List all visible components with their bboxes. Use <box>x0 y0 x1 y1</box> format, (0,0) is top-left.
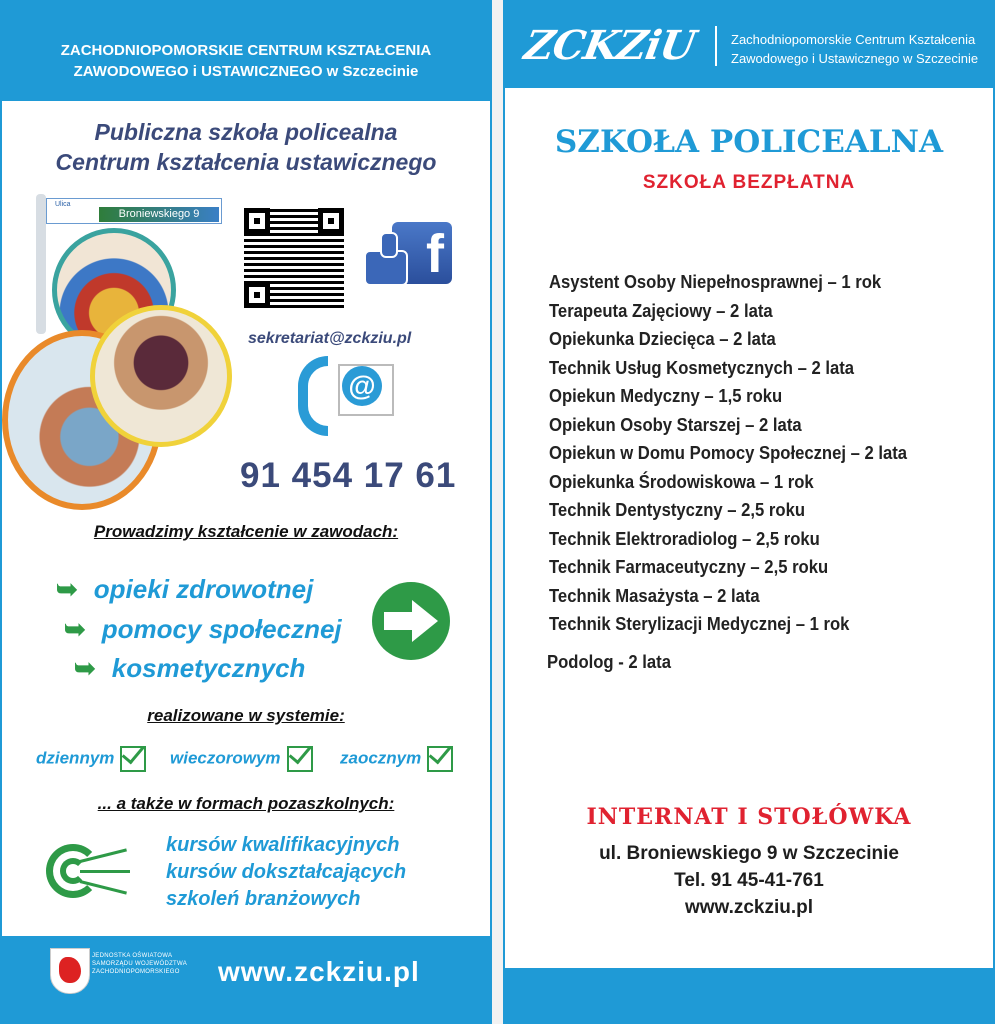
green-arrow-icon: ➥ <box>74 653 96 683</box>
header-line-1: ZACHODNIOPOMORSKIE CENTRUM KSZTAŁCENIA <box>60 42 432 59</box>
sign-post <box>36 194 46 334</box>
right-footer <box>505 968 993 1024</box>
profession-item-podolog: Podolog - 2 lata <box>547 651 671 672</box>
form-item: szkoleń branżowych <box>166 888 361 910</box>
left-flyer-panel <box>0 0 492 1024</box>
photo-massage <box>90 305 232 447</box>
profession-item: Technik Usług Kosmetycznych – 2 lata <box>549 356 855 378</box>
systems-heading: realizowane w systemie: <box>147 706 345 725</box>
green-arrow-icon: ➥ <box>56 574 78 604</box>
school-subtitle <box>2 117 490 177</box>
left-header <box>2 0 490 101</box>
left-footer <box>2 936 490 1024</box>
target-arrows-icon <box>46 842 136 902</box>
profession-item: Opiekun Osoby Starszej – 2 lata <box>549 413 802 435</box>
address: ul. Broniewskiego 9 w Szczecinie <box>599 843 899 864</box>
green-arrow-icon: ➥ <box>64 614 86 644</box>
right-header <box>505 0 993 88</box>
form-item: kursów kwalifikacyjnych <box>166 834 400 856</box>
profession-item: Technik Elektroradiolog – 2,5 roku <box>549 527 820 549</box>
title-policealna: SZKOŁA POLICEALNA <box>554 124 944 160</box>
form-item: kursów dokształcających <box>166 861 407 883</box>
street-sign <box>46 198 222 224</box>
subtitle-line-1: Publiczna szkoła policealna <box>94 119 398 145</box>
profession-item: Technik Masażysta – 2 lata <box>549 584 760 606</box>
subtitle-bezplatna: SZKOŁA BEZPŁATNA <box>642 172 856 193</box>
system-item: zaocznym <box>340 746 453 772</box>
footer-org: JEDNOSTKA OŚWIATOWA SAMORZĄDU WOJEWÓDZTWA ZACHODNIOPOMORSKIEGO <box>92 953 188 975</box>
contact-block <box>505 840 993 921</box>
system-item: dziennym <box>36 746 146 772</box>
field-item: ➥ kosmetycznych <box>74 653 306 683</box>
professions-list <box>549 268 947 639</box>
email-link[interactable]: sekretariat@zckziu.pl <box>248 330 412 347</box>
right-header-text: Zachodniopomorskie Centrum Kształcenia Zawodowego i Ustawicznego w Szczecinie <box>731 32 979 66</box>
field-item: ➥ pomocy społecznej <box>64 614 342 644</box>
qr-code-icon[interactable] <box>244 208 344 308</box>
phone-number[interactable]: 91 454 17 61 <box>240 456 457 495</box>
right-flyer-panel <box>503 0 995 1024</box>
arrow-right-icon <box>372 582 450 660</box>
zckziu-logo: ZCKZiU <box>520 22 699 69</box>
fields-heading: Prowadzimy kształcenie w zawodach: <box>93 522 399 541</box>
profession-item: Technik Sterylizacji Medycznej – 1 rok <box>549 613 850 634</box>
profession-item: Opiekunka Dziecięca – 2 lata <box>549 328 776 349</box>
facebook-like-icon[interactable]: f <box>364 222 452 286</box>
griffin-crest-icon <box>50 948 90 994</box>
field-item: ➥ opieki zdrowotnej <box>56 574 314 604</box>
profession-item: Asystent Osoby Niepełnosprawnej – 1 rok <box>549 271 882 292</box>
subtitle-line-2: Centrum kształcenia ustawicznego <box>55 149 437 175</box>
forms-list <box>166 832 406 913</box>
header-divider <box>715 26 717 66</box>
profession-item: Technik Dentystyczny – 2,5 roku <box>549 499 806 520</box>
checkbox-icon <box>120 746 146 772</box>
checkbox-icon <box>287 746 313 772</box>
system-item: wieczorowym <box>170 746 313 772</box>
dorm-title: INTERNAT I STOŁÓWKA <box>586 804 912 830</box>
street-sign-prefix: Ulica <box>55 201 71 208</box>
checkbox-icon <box>427 746 453 772</box>
telephone[interactable]: Tel. 91 45-41-761 <box>674 870 824 891</box>
profession-item: Terapeuta Zajęciowy – 2 lata <box>549 299 773 321</box>
profession-item: Opiekun Medyczny – 1,5 roku <box>549 385 783 406</box>
website-link[interactable]: www.zckziu.pl <box>684 897 814 918</box>
forms-heading: ... a także w formach pozaszkolnych: <box>97 794 395 813</box>
profession-item: Opiekunka Środowiskowa – 1 rok <box>549 470 814 492</box>
profession-item: Opiekun w Domu Pomocy Społecznej – 2 lata <box>549 442 908 463</box>
profession-item: Technik Farmaceutyczny – 2,5 roku <box>549 556 829 577</box>
footer-url[interactable]: www.zckziu.pl <box>218 956 420 987</box>
phone-mail-icon: @ <box>298 356 394 444</box>
street-sign-name: Broniewskiego 9 <box>99 207 219 222</box>
header-line-2: ZAWODOWEGO i USTAWICZNEGO w Szczecinie <box>73 63 419 80</box>
